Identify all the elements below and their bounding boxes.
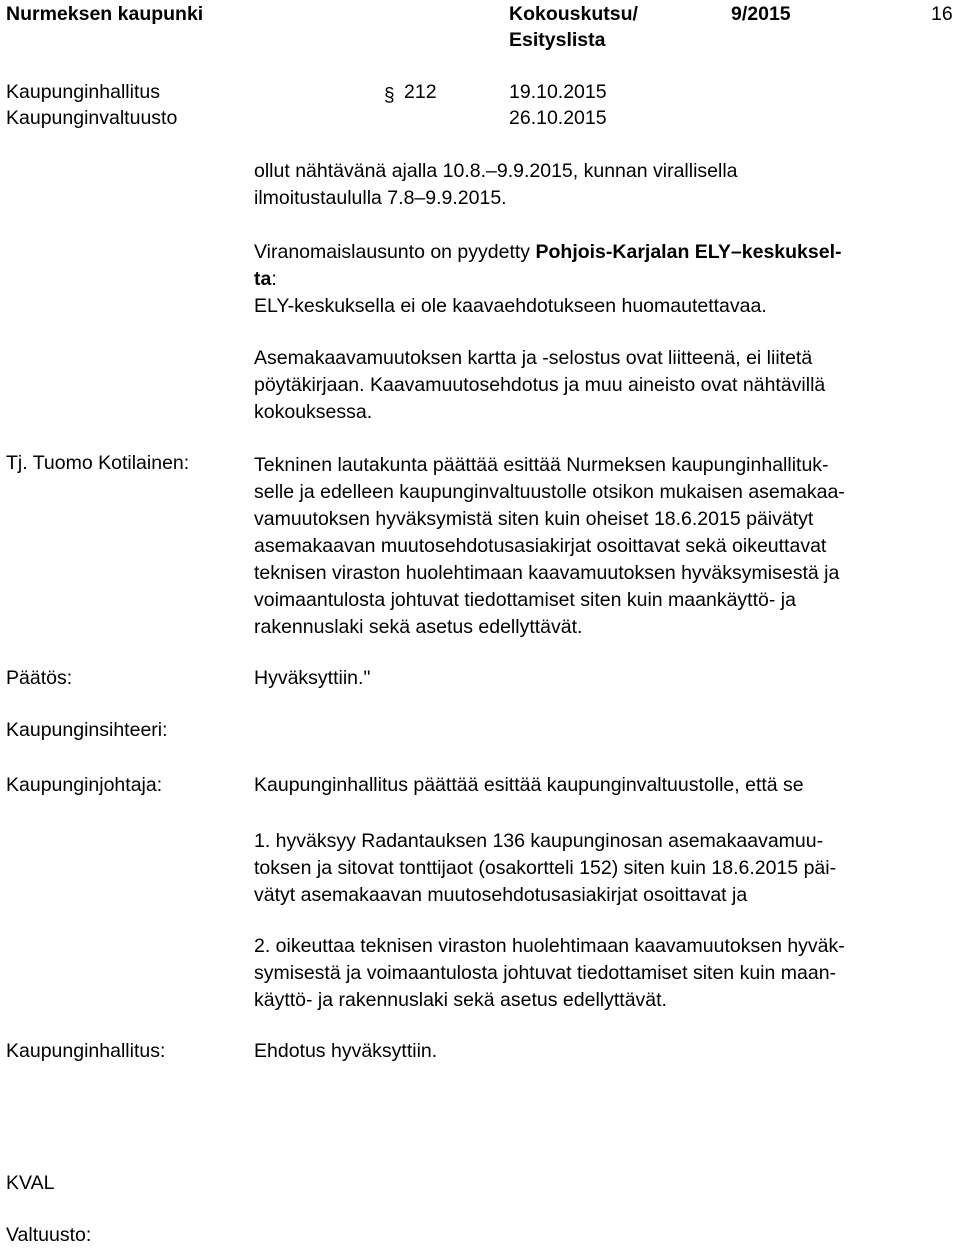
paragraph-display-period: ollut nähtävänä ajalla 10.8.–9.9.2015, kunnan virallisella ilmoitustaululla 7.8–9.9.2015. [254,160,738,209]
mayor-label: Kaupunginjohtaja: [6,774,163,796]
board-label: Kaupunginhallitus: [6,1040,166,1062]
secretary-label: Kaupunginsihteeri: [6,719,168,741]
proposal-text: Tekninen lautakunta päättää esittää Nurmeksen kaupunginhallituk- selle ja edelleen kaupunginvaltuustolle otsikon mukaisen asemakaa- vamuutoksen hyväksymistä siten kuin oheiset 18.6.2015 päivätyt asemakaavan muutosehdotusasiakirjat osoittavat sekä oikeuttavat teknisen viraston huolehtimaan kaavamuutoksen hyväksymisestä ja voimaantulosta johtuvat tiedottamiset siten kuin maankäyttö- ja rakennuslaki sekä asetus edellyttävät. [254,454,845,638]
section-number: 212 [404,81,437,103]
section-sign-icon [383,84,397,106]
kval-heading: KVAL [6,1172,55,1194]
meeting-date-2: 26.10.2015 [509,107,607,129]
decision-text: Hyväksyttiin." [254,667,371,689]
proposer-label: Tj. Tuomo Kotilainen: [6,452,190,474]
meeting-date-1: 19.10.2015 [509,81,607,103]
org-name: Nurmeksen kaupunki [6,3,204,25]
mayor-proposal: Kaupunginhallitus päättää esittää kaupunginvaltuustolle, että se [254,774,804,796]
board-decision: Ehdotus hyväksyttiin. [254,1040,438,1062]
page-number: 16 [931,3,953,25]
paragraph-attachments: Asemakaavamuutoksen kartta ja -selostus ovat liitteenä, ei liitetä pöytäkirjaan. Kaavamuutosehdotus ja muu aineisto ovat nähtävillä kokouksessa. [254,347,826,423]
doc-type-line1: Kokouskutsu/ [509,3,638,25]
proposal-item-1: 1. hyväksyy Radantauksen 136 kaupunginosan asemakaavamuu- toksen ja sitovat tonttijaot (osakortteli 152) siten kuin 18.6.2015 päi- vätyt asemakaavan muutosehdotusasiakirjat osoittavat ja [254,830,837,906]
decision-label: Päätös: [6,667,73,689]
doc-type-line2: Esityslista [509,29,606,51]
paragraph-authority-statement: Viranomaislausunto on pyydetty Pohjois-Karjalan ELY–keskuksel- ta: ELY-keskuksella ei ole kaavaehdotukseen huomautettavaa. [254,241,842,317]
proposal-item-2: 2. oikeuttaa teknisen viraston huolehtimaan kaavamuutoksen hyväk- symisestä ja voimaantulosta johtuvat tiedottamiset siten kuin maan- käyttö- ja rakennuslaki sekä asetus edellyttävät. [254,935,845,1011]
meeting-body-1: Kaupunginhallitus [6,81,160,103]
council-label: Valtuusto: [6,1224,92,1246]
meeting-number: 9/2015 [731,3,791,25]
meeting-body-2: Kaupunginvaltuusto [6,107,178,129]
svg-text:§: § [384,85,395,106]
